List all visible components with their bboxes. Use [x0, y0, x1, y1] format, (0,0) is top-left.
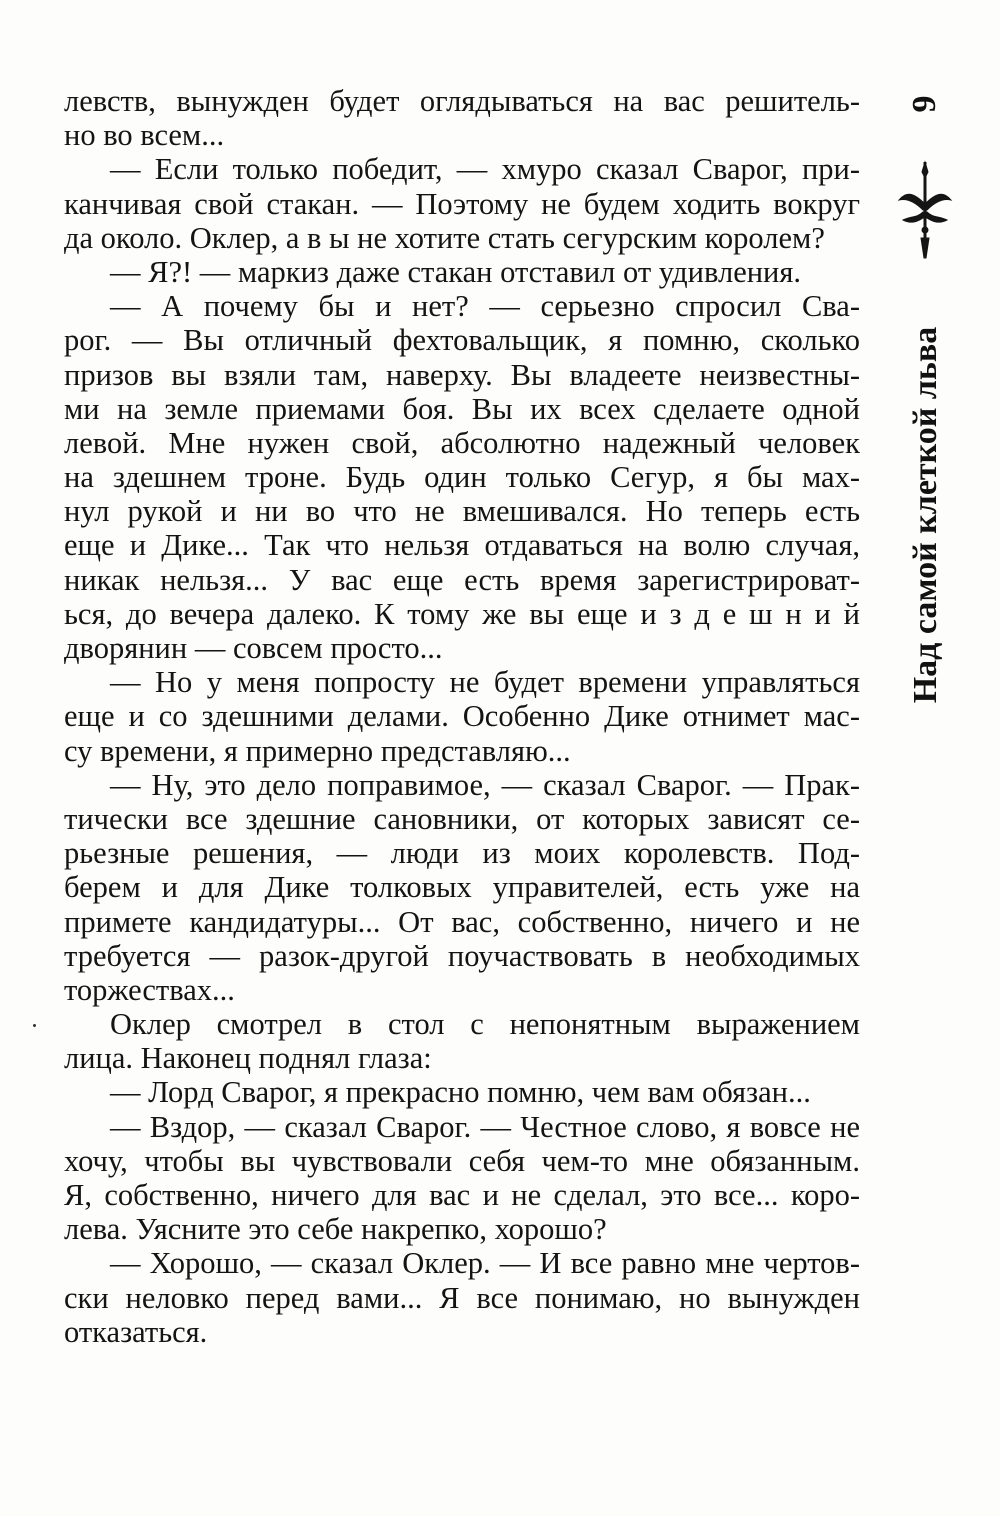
text-line: рьезные решения, — люди из моих королевств. Под-	[64, 836, 860, 871]
text-line: канчивая свой стакан. — Поэтому не будем ходить вокруг	[64, 186, 860, 221]
text-line: но во всем...	[64, 118, 225, 153]
text-line: — А почему бы и нет? — серьезно спросил Сва-	[110, 289, 860, 324]
text-line: Я, собственно, ничего для вас и не сделал, это все... коро-	[64, 1178, 860, 1212]
text-line: левств, вынужден будет оглядываться на вас решитель-	[64, 84, 860, 118]
running-title: Над самой клеткой льва	[907, 326, 944, 704]
text-line: примете кандидатуры... От вас, собственно, ничего и не	[64, 904, 860, 939]
text-line: да около. Оклер, а в ы не хотите стать сегурским королем?	[64, 220, 825, 255]
text-line: требуется — разок-другой поучаствовать в необходимых	[64, 938, 860, 973]
text-line: су времени, я примерно представляю...	[64, 733, 571, 768]
page-number: 9	[906, 95, 943, 113]
text-line: еще и со здешними делами. Особенно Дике отнимет мас-	[64, 699, 860, 734]
body-text	[64, 84, 860, 1349]
text-line: берем и для Дике толковых управителей, есть уже на	[64, 870, 860, 905]
text-line: призов вы взяли там, наверху. Вы владеете неизвестны-	[64, 357, 860, 392]
text-line: рог. — Вы отличный фехтовальщик, я помню, сколько	[64, 323, 860, 358]
text-line: — Если только победит, — хмуро сказал Сварог, при-	[110, 152, 860, 187]
text-line: — Лорд Сварог, я прекрасно помню, чем вам обязан...	[110, 1075, 811, 1110]
text-line: торжествах...	[64, 972, 235, 1007]
text-line: левой. Мне нужен свой, абсолютно надежный человек	[64, 425, 860, 460]
text-line: тически все здешние сановники, от которых зависят се-	[64, 801, 860, 836]
sword-ornament-icon	[893, 160, 957, 260]
text-line: — Ну, это дело поправимое, — сказал Сварог. — Прак-	[110, 767, 860, 802]
text-line: еще и Дике... Так что нельзя отдаваться на волю случая,	[64, 528, 860, 563]
text-line: отказаться.	[64, 1314, 208, 1349]
text-line: дворянин — совсем просто...	[64, 631, 443, 665]
text-line: — Я?! — маркиз даже стакан отставил от удивления.	[110, 254, 802, 289]
text-line: Оклер смотрел в стол с непонятным выражением	[110, 1007, 860, 1042]
print-speck	[33, 1024, 36, 1027]
text-line: никак нельзя... У вас еще есть время зарегистрироват-	[64, 562, 860, 597]
text-line: ми на земле приемами боя. Вы их всех сделаете одной	[64, 391, 860, 426]
text-line: лица. Наконец поднял глаза:	[64, 1041, 432, 1076]
text-line: хочу, чтобы вы чувствовали себя чем-то мне обязанным.	[64, 1143, 860, 1178]
text-line: на здешнем троне. Будь один только Сегур, я бы мах-	[64, 460, 860, 495]
text-line: — Но у меня попросту не будет времени управляться	[110, 665, 860, 700]
text-line: — Вздор, — сказал Сварог. — Честное слово, я вовсе не	[110, 1109, 860, 1144]
text-line: ски неловко перед вами... Я все понимаю, но вынужден	[64, 1280, 860, 1315]
text-line: — Хорошо, — сказал Оклер. — И все равно мне чертов-	[110, 1246, 860, 1281]
text-line: лева. Уясните это себе накрепко, хорошо?	[64, 1212, 607, 1247]
running-head	[898, 305, 954, 725]
text-line: нул рукой и ни во что не вмешивался. Но теперь есть	[64, 494, 860, 529]
text-line: ься, до вечера далеко. К тому же вы еще и з д е ш н и й	[64, 596, 860, 631]
